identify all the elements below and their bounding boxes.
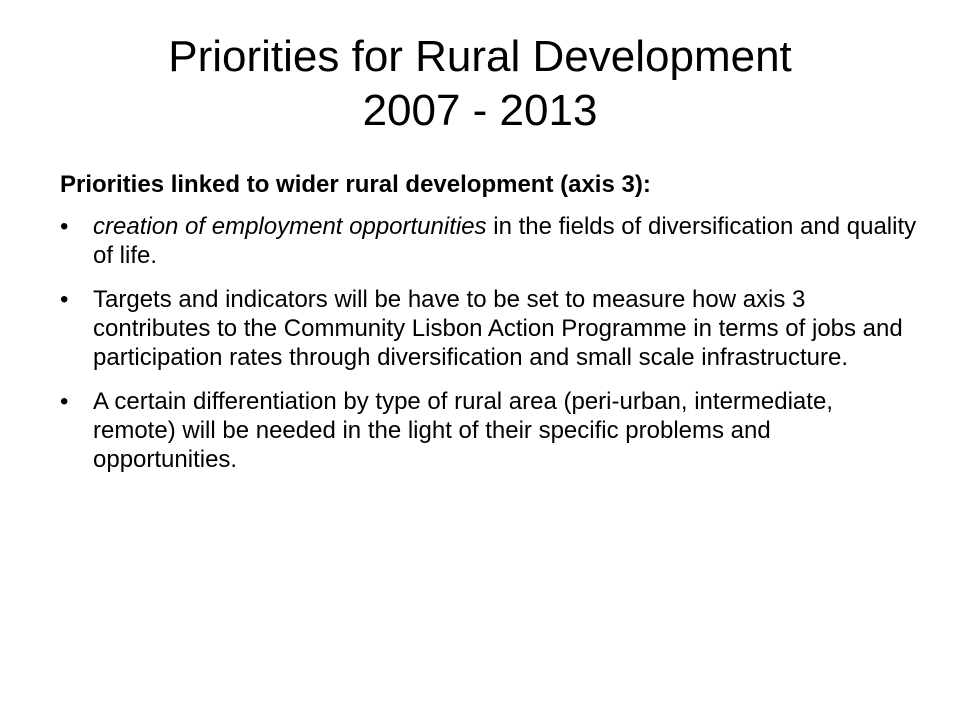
slide-content: [60, 170, 920, 489]
bullet-item-employment: [60, 212, 920, 270]
bullet-dot-icon: •: [60, 286, 69, 313]
bullet-dot-icon: •: [60, 213, 69, 240]
title-line-1: Priorities for Rural Development: [168, 32, 792, 81]
slide-title: [0, 30, 960, 138]
bullet-item-targets: [60, 285, 920, 372]
bullet-text: Targets and indicators will be have to be set to measure how axis 3 contributes to the Community Lisbon Action Programme in terms of jobs and participation rates through diversification and small scale infrastructure.: [93, 286, 903, 371]
bullet-text: in the fields of diversification and quality of life.: [93, 213, 917, 269]
bullet-item-differentiation: [60, 387, 920, 474]
bullet-dot-icon: •: [60, 388, 69, 415]
bullet-italic-text: creation of employment opportunities: [93, 213, 487, 240]
subheading: Priorities linked to wider rural development (axis 3):: [60, 171, 651, 198]
title-line-2: 2007 - 2013: [362, 86, 598, 135]
bullet-text: A certain differentiation by type of rural area (peri-urban, intermediate, remote) will be needed in the light of their specific problems and opportunities.: [93, 388, 833, 473]
bullet-list: [60, 212, 920, 474]
